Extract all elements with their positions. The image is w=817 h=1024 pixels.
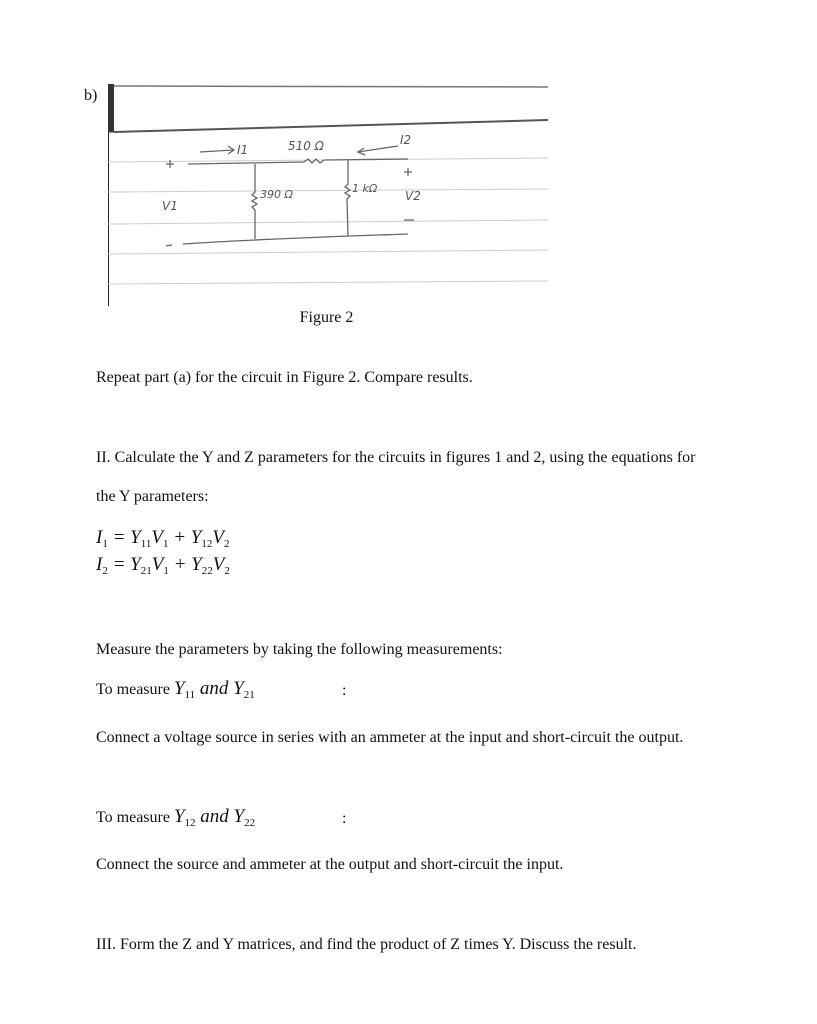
equation-1: $I_1 = Y_{11}V_1 + Y_{12}V_2$ xyxy=(96,527,230,550)
circuit-diagram xyxy=(108,84,548,306)
circuit-figure xyxy=(108,84,548,306)
current-out-label: I2 xyxy=(400,133,412,147)
measure-1-instruction: Connect a voltage source in series with an ammeter at the input and short-circuit the output. xyxy=(96,729,684,746)
measure-2-heading: To measure $Y_{12}$ and $Y_{22}$ xyxy=(96,806,256,829)
shunt-left-label: 390 Ω xyxy=(260,188,293,201)
part2-line1: II. Calculate the Y and Z parameters for the circuits in figures 1 and 2, using the equations for xyxy=(96,449,696,466)
measure-intro: Measure the parameters by taking the following measurements: xyxy=(96,641,503,658)
measure-1-colon: : xyxy=(342,682,347,699)
measure-2-instruction: Connect the source and ammeter at the output and short-circuit the input. xyxy=(96,856,564,873)
measure-2-colon: : xyxy=(342,810,347,827)
voltage-out-label: V2 xyxy=(405,189,421,203)
section-label: b) xyxy=(84,87,98,104)
measure-1-heading: To measure $Y_{11}$ and $Y_{21}$ xyxy=(96,678,255,701)
equation-2: $I_2 = Y_{21}V_1 + Y_{22}V_2$ xyxy=(96,554,230,577)
voltage-in-label: V1 xyxy=(162,199,178,213)
part2-line2: the Y parameters: xyxy=(96,488,209,505)
current-in-label: I1 xyxy=(237,143,249,157)
repeat-instruction: Repeat part (a) for the circuit in Figure 2. Compare results. xyxy=(96,369,473,386)
figure-caption: Figure 2 xyxy=(299,309,354,326)
shunt-right-label: 1 kΩ xyxy=(352,182,378,195)
top-resistor-label: 510 Ω xyxy=(288,139,324,153)
part3-instruction: III. Form the Z and Y matrices, and find the product of Z times Y. Discuss the result. xyxy=(96,936,637,953)
